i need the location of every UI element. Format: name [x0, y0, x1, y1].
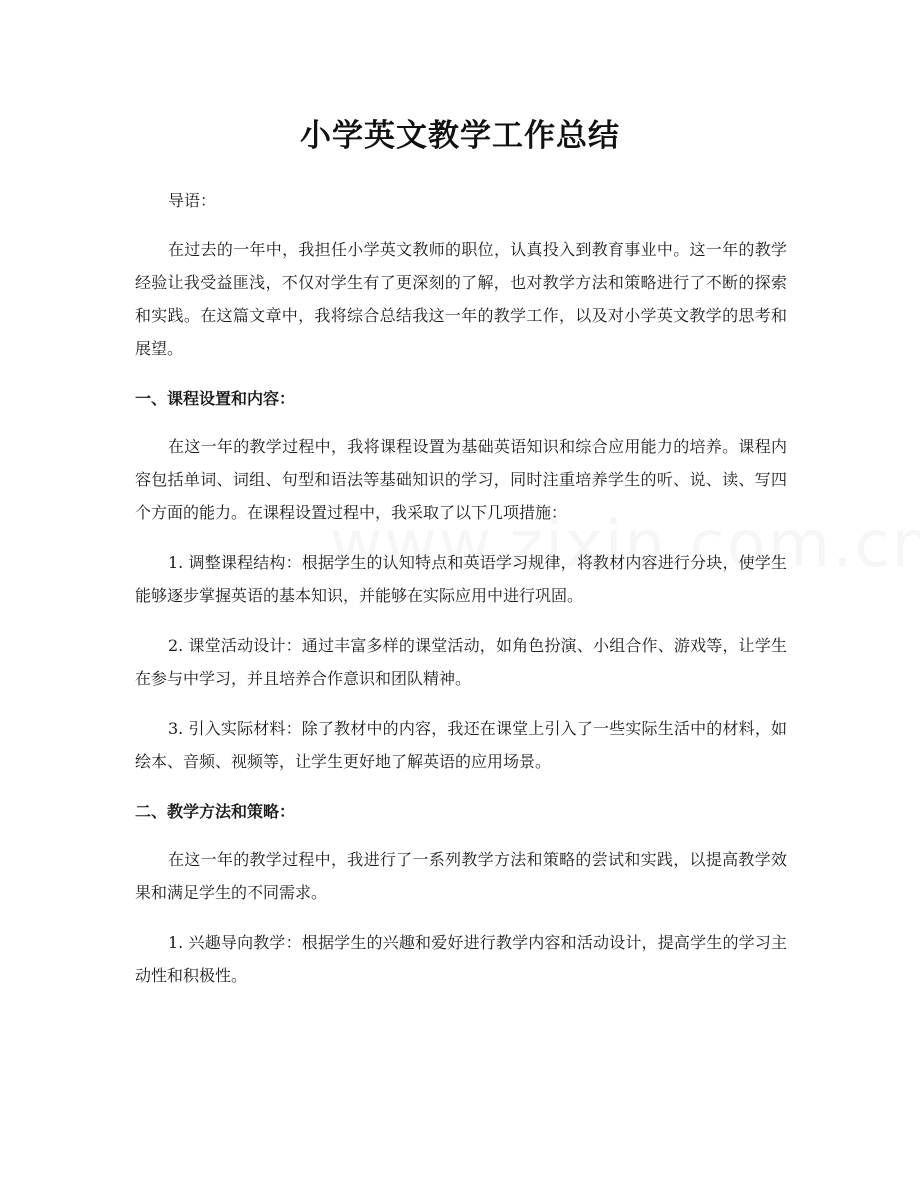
section-2-item-1: 1. 兴趣导向教学：根据学生的兴趣和爱好进行教学内容和活动设计，提高学生的学习主动性和积极性。	[135, 933, 787, 985]
section-1-item-3: 3. 引入实际材料：除了教材中的内容，我还在课堂上引入了一些实际生活中的材料，如绘本、音频、视频等，让学生更好地了解英语的应用场景。	[135, 719, 787, 771]
intro-paragraph: 在过去的一年中，我担任小学英文教师的职位，认真投入到教育事业中。这一年的教学经验让我受益匪浅，不仅对学生有了更深刻的了解，也对教学方法和策略进行了不断的探索和实践。在这篇文章中，我将综合总结我这一年的教学工作，以及对小学英文教学的思考和展望。	[135, 240, 787, 358]
section-1-item-2: 2. 课堂活动设计：通过丰富多样的课堂活动，如角色扮演、小组合作、游戏等，让学生在参与中学习，并且培养合作意识和团队精神。	[135, 636, 787, 688]
section-heading-1: 一、课程设置和内容：	[135, 389, 296, 408]
document-title: 小学英文教学工作总结	[300, 118, 620, 154]
intro-label: 导语：	[168, 191, 217, 210]
section-1-paragraph-1: 在这一年的教学过程中，我将课程设置为基础英语知识和综合应用能力的培养。课程内容包括单词、词组、句型和语法等基础知识的学习，同时注重培养学生的听、说、读、写四个方面的能力。在课程设置过程中，我采取了以下几项措施：	[135, 437, 787, 522]
section-heading-2: 二、教学方法和策略：	[135, 802, 296, 821]
section-2-paragraph-1: 在这一年的教学过程中，我进行了一系列教学方法和策略的尝试和实践，以提高教学效果和满足学生的不同需求。	[135, 850, 787, 902]
section-1-item-1: 1. 调整课程结构：根据学生的认知特点和英语学习规律，将教材内容进行分块，使学生能够逐步掌握英语的基本知识，并能够在实际应用中进行巩固。	[135, 553, 787, 605]
document-body	[135, 184, 787, 1009]
